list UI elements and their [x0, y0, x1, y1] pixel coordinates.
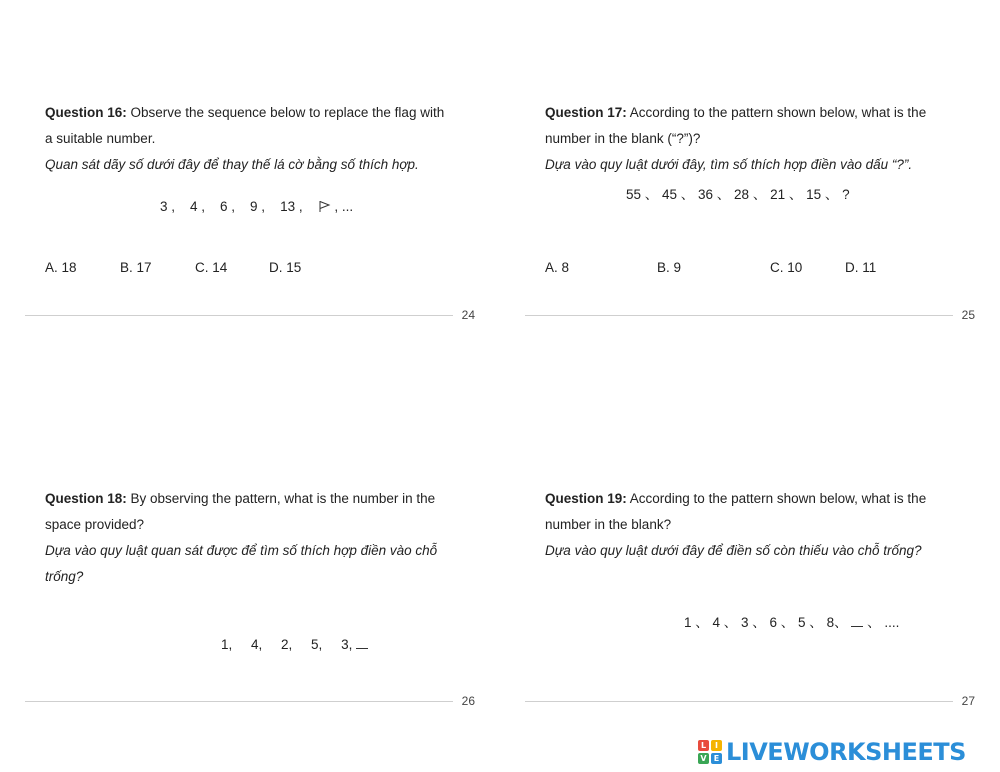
- divider: [525, 315, 953, 316]
- sequence-end: 、 ....: [863, 615, 900, 630]
- question-19-vietnamese: Dựa vào quy luật dưới đây để điền số còn thiếu vào chỗ trống?: [545, 543, 922, 558]
- logo-mark-letter: L: [698, 740, 709, 751]
- logo-mark-letter: I: [711, 740, 722, 751]
- divider: [25, 315, 453, 316]
- sequence-start: 1 、 4 、 3 、 6 、 5 、 8、: [684, 615, 852, 630]
- option-a[interactable]: A. 8: [545, 260, 570, 275]
- divider: [25, 701, 453, 702]
- question-18-english: By observing the pattern, what is the number in the space provided?: [45, 491, 436, 532]
- logo-mark-letter: V: [698, 753, 709, 764]
- option-d[interactable]: D. 11: [845, 260, 877, 275]
- option-b[interactable]: B. 17: [120, 260, 152, 275]
- option-c[interactable]: C. 10: [770, 260, 803, 275]
- question-16-text: [45, 100, 455, 178]
- flag-icon: [318, 200, 331, 216]
- question-18-label: Question 18:: [45, 491, 127, 506]
- question-16-label: Question 16:: [45, 105, 127, 120]
- divider: [525, 701, 953, 702]
- logo-mark-icon: [698, 740, 722, 764]
- question-19-sequence: [669, 596, 899, 646]
- page-number: 26: [461, 694, 475, 708]
- sequence-end: , ...: [330, 199, 354, 214]
- liveworksheets-logo: [698, 737, 966, 767]
- question-18-vietnamese: Dựa vào quy luật quan sát được để tìm số thích hợp điền vào chỗ trống?: [45, 543, 438, 584]
- page-footer: [525, 694, 975, 708]
- question-16-vietnamese: Quan sát dãy số dưới đây để thay thế lá cờ bằng số thích hợp.: [45, 157, 419, 172]
- question-19-text: [545, 486, 955, 564]
- question-16-sequence: [145, 184, 353, 231]
- sequence-start: 3 , 4 , 6 , 9 , 13 ,: [160, 199, 318, 214]
- logo-text: LIVEWORKSHEETS: [726, 738, 966, 766]
- question-19-english: According to the pattern shown below, what is the number in the blank?: [545, 491, 927, 532]
- question-18-sequence: [206, 622, 368, 667]
- option-c[interactable]: C. 14: [195, 260, 228, 275]
- question-17-text: [545, 100, 955, 178]
- page-footer: [25, 694, 475, 708]
- option-d[interactable]: D. 15: [269, 260, 302, 275]
- page-number: 25: [961, 308, 975, 322]
- page-footer: [25, 308, 475, 322]
- question-18-text: [45, 486, 455, 590]
- answer-blank[interactable]: [851, 616, 863, 627]
- page-number: 27: [961, 694, 975, 708]
- question-17-english: According to the pattern shown below, what is the number in the blank (“?”)?: [545, 105, 927, 146]
- option-a[interactable]: A. 18: [45, 260, 77, 275]
- sequence-values: 1, 4, 2, 5, 3,: [221, 637, 357, 652]
- question-16-english: Observe the sequence below to replace the flag with a suitable number.: [45, 105, 445, 146]
- question-19-label: Question 19:: [545, 491, 627, 506]
- page-footer: [525, 308, 975, 322]
- answer-blank[interactable]: [356, 638, 368, 649]
- question-17-vietnamese: Dựa vào quy luật dưới đây, tìm số thích hợp điền vào dấu “?”.: [545, 157, 913, 172]
- page-number: 24: [461, 308, 475, 322]
- logo-mark-letter: E: [711, 753, 722, 764]
- question-17-sequence: 55 、 45 、 36 、 28 、 21 、 15 、 ?: [626, 187, 850, 202]
- question-17-label: Question 17:: [545, 105, 627, 120]
- option-b[interactable]: B. 9: [657, 260, 682, 275]
